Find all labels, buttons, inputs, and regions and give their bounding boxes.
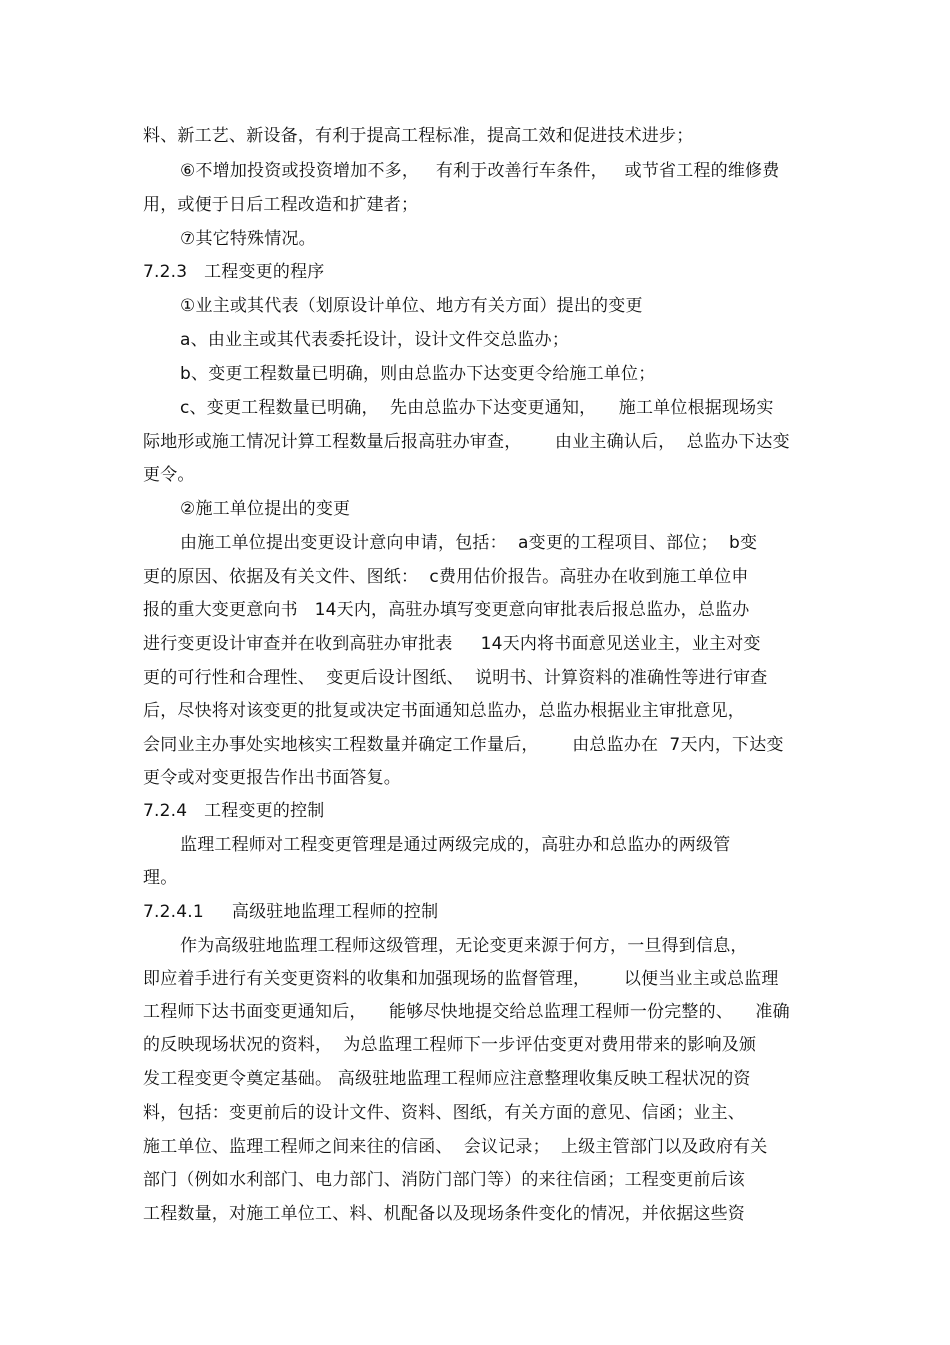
text-line: a、由业主或其代表委托设计，设计文件交总监办； bbox=[180, 330, 570, 350]
text-line: 后，尽快将对该变更的批复或决定书面通知总监办，总监办根据业主审批意见， bbox=[143, 701, 745, 721]
text-line: 更令。 bbox=[143, 465, 195, 485]
text-line: ②施工单位提出的变更 bbox=[180, 499, 351, 519]
text-line: 报的重大变更意向书 14天内，高驻办填写变更意向审批表后报总监办，总监办 bbox=[143, 600, 750, 620]
text-line: 更令或对变更报告作出书面答复。 bbox=[143, 768, 401, 788]
text-line: 料、新工艺、新设备，有利于提高工程标准，提高工效和促进技术进步； bbox=[143, 126, 694, 146]
text-line: 工程师下达书面变更通知后， 能够尽快地提交给总监理工程师一份完整的、 准确 bbox=[143, 1002, 790, 1022]
text-line: 更的可行性和合理性、 变更后设计图纸、 说明书、计算资料的准确性等进行审查 bbox=[143, 668, 768, 688]
section-heading: 7.2.3 工程变更的程序 bbox=[143, 262, 325, 282]
text-line: 理。 bbox=[143, 868, 178, 888]
text-line: 工程数量，对施工单位工、料、机配备以及现场条件变化的情况，并依据这些资 bbox=[143, 1204, 745, 1224]
text-line: b、变更工程数量已明确，则由总监办下达变更令给施工单位； bbox=[180, 364, 656, 384]
text-line: ①业主或其代表（划原设计单位、地方有关方面）提出的变更 bbox=[180, 296, 643, 316]
text-line: 料，包括：变更前后的设计文件、资料、图纸，有关方面的意见、信函；业主、 bbox=[143, 1103, 745, 1123]
text-line: 部门（例如水利部门、电力部门、消防门部门等）的来往信函；工程变更前后该 bbox=[143, 1170, 745, 1190]
text-line: c、变更工程数量已明确， 先由总监办下达变更通知， 施工单位根据现场实 bbox=[180, 398, 774, 418]
section-heading: 7.2.4.1 高级驻地监理工程师的控制 bbox=[143, 902, 439, 922]
text-line: 监理工程师对工程变更管理是通过两级完成的，高驻办和总监办的两级管 bbox=[180, 835, 731, 855]
text-line: ⑦其它特殊情况。 bbox=[180, 229, 316, 249]
text-line: ⑥不增加投资或投资增加不多， 有利于改善行车条件， 或节省工程的维修费 bbox=[180, 161, 780, 181]
text-line: 进行变更设计审查并在收到高驻办审批表 14天内将书面意见送业主，业主对变 bbox=[143, 634, 761, 654]
text-line: 际地形或施工情况计算工程数量后报高驻办审查， 由业主确认后， 总监办下达变 bbox=[143, 432, 790, 452]
text-line: 即应着手进行有关变更资料的收集和加强现场的监督管理， 以便当业主或总监理 bbox=[143, 969, 779, 989]
text-line: 更的原因、依据及有关文件、图纸： c费用估价报告。高驻办在收到施工单位申 bbox=[143, 567, 749, 587]
text-line: 会同业主办事处实地核实工程数量并确定工作量后， 由总监办在 7天内，下达变 bbox=[143, 735, 784, 755]
text-line: 的反映现场状况的资料， 为总监理工程师下一步评估变更对费用带来的影响及颁 bbox=[143, 1035, 757, 1055]
section-heading: 7.2.4 工程变更的控制 bbox=[143, 801, 325, 821]
text-line: 施工单位、监理工程师之间来往的信函、 会议记录； 上级主管部门以及政府有关 bbox=[143, 1137, 768, 1157]
text-line: 发工程变更令奠定基础。 高级驻地监理工程师应注意整理收集反映工程状况的资 bbox=[143, 1069, 751, 1089]
text-line: 作为高级驻地监理工程师这级管理，无论变更来源于何方，一旦得到信息， bbox=[180, 936, 748, 956]
text-line: 由施工单位提出变更设计意向申请，包括： a变更的工程项目、部位； b变 bbox=[180, 533, 758, 553]
text-line: 用，或便于日后工程改造和扩建者； bbox=[143, 195, 419, 215]
